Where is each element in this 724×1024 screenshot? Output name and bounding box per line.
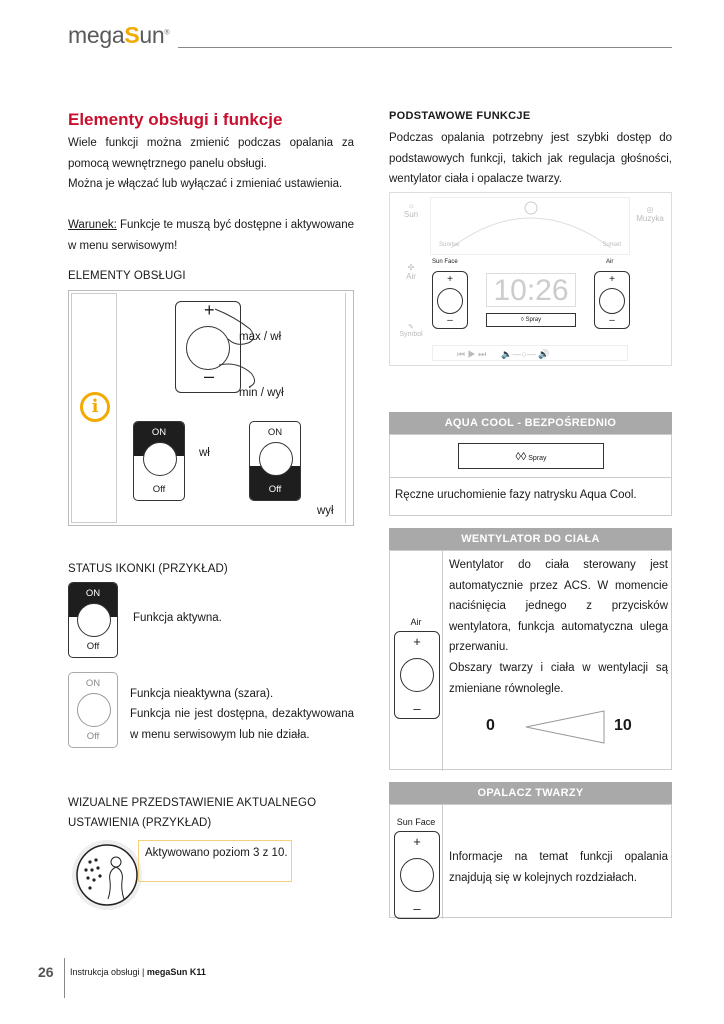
- minus-icon: –: [204, 366, 215, 386]
- on-action-label: wł: [199, 447, 210, 459]
- plus-icon: +: [413, 834, 421, 849]
- visual-caption-1: WIZUALNE PRZEDSTAWIENIE AKTUALNEGO: [68, 797, 317, 809]
- ui-music-label: ◎ Muzyka: [636, 205, 664, 223]
- status-active-icon: [68, 582, 118, 658]
- range-max: 10: [614, 717, 632, 734]
- status-caption: STATUS IKONKI (PRZYKŁAD): [68, 563, 228, 575]
- inactive-text: Funkcja nieaktywna (szara).: [130, 688, 274, 700]
- ui-media-bar: ⏮ ▶ ⏭ 🔈—○— 🔊: [432, 345, 628, 361]
- face-box: [389, 804, 672, 918]
- page-number: 26: [38, 964, 54, 980]
- intro-paragraph-3: [68, 215, 354, 256]
- max-label: max / wł: [239, 331, 282, 343]
- face-text: Informacje na temat funkcji opalania znajdują się w kolejnych rozdziałach.: [449, 851, 668, 884]
- ui-sun-label: ☼ Sun: [403, 201, 419, 219]
- status-active-off: Off: [86, 641, 100, 652]
- status-active-on: ON: [85, 588, 101, 599]
- aqua-text: Ręczne uruchomienie fazy natrysku Aqua Cool.: [395, 489, 637, 501]
- fan-level-icon: [72, 840, 142, 910]
- ui-symbol-label: ✎ Symbol: [399, 324, 423, 338]
- info-icon: i: [80, 392, 110, 422]
- footer-rule: [64, 958, 65, 998]
- info-strip: [71, 293, 117, 523]
- range-min: 0: [486, 717, 495, 734]
- ui-air-small-label: Air: [606, 259, 614, 265]
- switch-off-label-2: Off: [268, 484, 282, 495]
- switch-off-example: [249, 421, 301, 501]
- fan-label: Air: [410, 617, 422, 627]
- status-active-knob: [77, 603, 111, 637]
- minus-icon: –: [413, 701, 421, 716]
- plus-icon: +: [413, 634, 421, 649]
- sunface-control[interactable]: [394, 831, 440, 919]
- switch-off-label: Off: [152, 484, 166, 495]
- fan-control[interactable]: [394, 631, 440, 719]
- sunface-icon: [400, 858, 434, 892]
- ui-screen-preview: [389, 192, 672, 366]
- status-inactive-knob: [77, 693, 111, 727]
- header-rule: [178, 47, 672, 48]
- fan-text-2: Obszary twarzy i ciała w wentylacji są zmieniane równolegle.: [449, 662, 668, 695]
- ui-air-label: ✣ Air: [406, 263, 416, 281]
- switch-on-example: [133, 421, 185, 501]
- condition-text: Funkcje te muszą być dostępne i aktywowane w menu serwisowym!: [68, 219, 354, 252]
- ui-sun-arc: Sunrise Sunset: [430, 197, 630, 255]
- min-label: min / wył: [239, 387, 284, 399]
- aqua-box: [389, 434, 672, 516]
- face-label: Sun Face: [396, 817, 436, 827]
- elements-caption: ELEMENTY OBSŁUGI: [68, 270, 186, 282]
- switch-knob: [143, 442, 177, 476]
- ui-sunface-control[interactable]: + –: [432, 271, 468, 329]
- brand-logo: megaSun®: [68, 22, 170, 48]
- switch-on-label-2: ON: [267, 427, 283, 438]
- condition-label: Warunek:: [68, 219, 117, 231]
- basic-caption: PODSTAWOWE FUNKCJE: [389, 110, 531, 122]
- minus-icon: –: [413, 901, 421, 916]
- ui-spray-button[interactable]: ◊ Spray: [486, 313, 576, 327]
- face-title: OPALACZ TWARZY: [389, 782, 672, 804]
- switch-on-label: ON: [151, 427, 167, 438]
- level-text: Aktywowano poziom 3 z 10.: [145, 847, 288, 859]
- fan-text: Wentylator do ciała sterowany jest automatycznie przez ACS. W momencie naciśnięcia jednego z przycisków wentylatora, funkcja automatyczna ulega przerwaniu.: [449, 559, 668, 653]
- intro-paragraph-1: Wiele funkcji można zmienić podczas opalania za pomocą wewnętrznego panelu obsługi.: [68, 137, 354, 170]
- status-inactive-on: ON: [85, 678, 101, 689]
- ui-air-control[interactable]: + –: [594, 271, 630, 329]
- fan-box: [389, 550, 672, 770]
- ui-clock: 10:26: [486, 273, 576, 307]
- droplet-icon: ◊◊: [515, 451, 527, 463]
- controls-panel: [68, 290, 354, 526]
- status-inactive-off: Off: [86, 731, 100, 742]
- fan-body-icon: [400, 658, 434, 692]
- body-figure-icon: [72, 840, 142, 910]
- basic-text: Podczas opalania potrzebny jest szybki dostęp do podstawowych funkcji, takich jak regulacja głośności, wentylator ciała i opalacze twarzy.: [389, 132, 672, 185]
- switch-knob-2: [259, 442, 293, 476]
- off-action-label: wył: [317, 505, 334, 517]
- ui-sunface-label: Sun Face: [432, 259, 458, 265]
- page-title: Elementy obsługi i funkcje: [68, 110, 283, 129]
- panel-edge: [345, 293, 351, 523]
- visual-caption-2: USTAWIENIA (PRZYKŁAD): [68, 817, 212, 829]
- status-inactive-icon: [68, 672, 118, 748]
- inactive-detail: Funkcja nie jest dostępna, dezaktywowana w menu serwisowym lub nie działa.: [130, 708, 354, 741]
- intro-paragraph-2: Można je włączać lub wyłączać i zmieniać ustawienia.: [68, 178, 343, 190]
- fan-title: WENTYLATOR DO CIAŁA: [389, 528, 672, 550]
- plus-icon: +: [204, 300, 215, 320]
- aqua-title: AQUA COOL - BEZPOŚREDNIO: [389, 412, 672, 434]
- active-text: Funkcja aktywna.: [133, 612, 222, 624]
- footer-text: Instrukcja obsługi | megaSun K11: [70, 967, 206, 977]
- aqua-spray-button[interactable]: ◊◊ Spray: [458, 443, 604, 469]
